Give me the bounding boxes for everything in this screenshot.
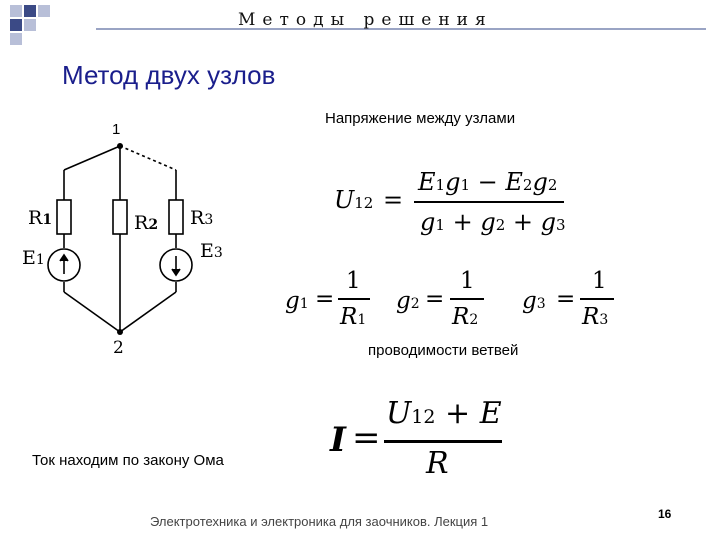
header-square-2 [24, 5, 36, 17]
label-e3: E3 [200, 240, 223, 262]
formula-g2-lhs: g2 [396, 288, 420, 314]
resistor-r1 [57, 200, 71, 234]
header-square-4 [10, 19, 22, 31]
formula-ohm-numerator: U12 + E [386, 396, 502, 431]
source-e1 [48, 249, 80, 281]
formula-u12-denominator: g1 + g2 + g3 [420, 208, 566, 236]
formula-g3-lhs: g3 [522, 288, 546, 314]
page-number: 16 [658, 507, 672, 521]
label-e1: E1 [22, 247, 45, 269]
node-2-label: 2 [113, 338, 124, 358]
formula-g1-num: 1 [346, 268, 361, 294]
formula-g2-num: 1 [460, 268, 475, 294]
formula-g2-eq: = [425, 286, 445, 312]
formula-ohm-bar [384, 440, 502, 443]
conductance-caption: проводимости ветвей [368, 342, 519, 359]
formula-g3-eq: = [556, 286, 576, 312]
ohm-caption: Ток находим по закону Ома [32, 452, 224, 469]
formula-g2-den: R2 [452, 304, 479, 330]
header-square-1 [10, 5, 22, 17]
formula-g1-bar [338, 298, 370, 300]
label-r3: R3 [190, 207, 214, 229]
formula-u12-fraction-bar [414, 201, 564, 203]
source-e3 [160, 249, 192, 281]
formula-u12-eq: = [383, 186, 404, 214]
resistor-r3 [169, 200, 183, 234]
formula-g1-eq: = [315, 286, 335, 312]
node-1-dot [117, 143, 123, 149]
header-square-6 [10, 33, 22, 45]
formula-g2-bar [450, 298, 484, 300]
footer-text: Электротехника и электроника для заочников. Лекция 1 [150, 514, 489, 529]
formula-g1-lhs: g1 [285, 288, 309, 314]
formula-g3-den: R3 [582, 304, 609, 330]
voltage-caption: Напряжение между узлами [325, 110, 516, 127]
label-r2: R2 [134, 212, 159, 234]
resistor-r2 [113, 200, 127, 234]
header-square-5 [24, 19, 36, 31]
node-2-dot [117, 329, 123, 335]
formula-u12-numerator: E1g1 − E2g2 [418, 168, 558, 196]
formula-ohm-denominator: R [426, 446, 449, 481]
formula-ohm-eq: = [352, 418, 381, 458]
slide-title: Метод двух узлов [62, 60, 276, 90]
formula-g1-den: R1 [340, 304, 367, 330]
formula-g3-bar [580, 298, 614, 300]
node-1-label: 1 [112, 121, 121, 138]
label-r1: R1 [28, 207, 53, 229]
header-square-3 [38, 5, 50, 17]
formula-ohm-lhs: I [330, 420, 346, 460]
formula-u12-lhs: U12 [334, 186, 374, 214]
formula-g3-num: 1 [592, 268, 607, 294]
header-title: Методы решения [238, 10, 493, 30]
